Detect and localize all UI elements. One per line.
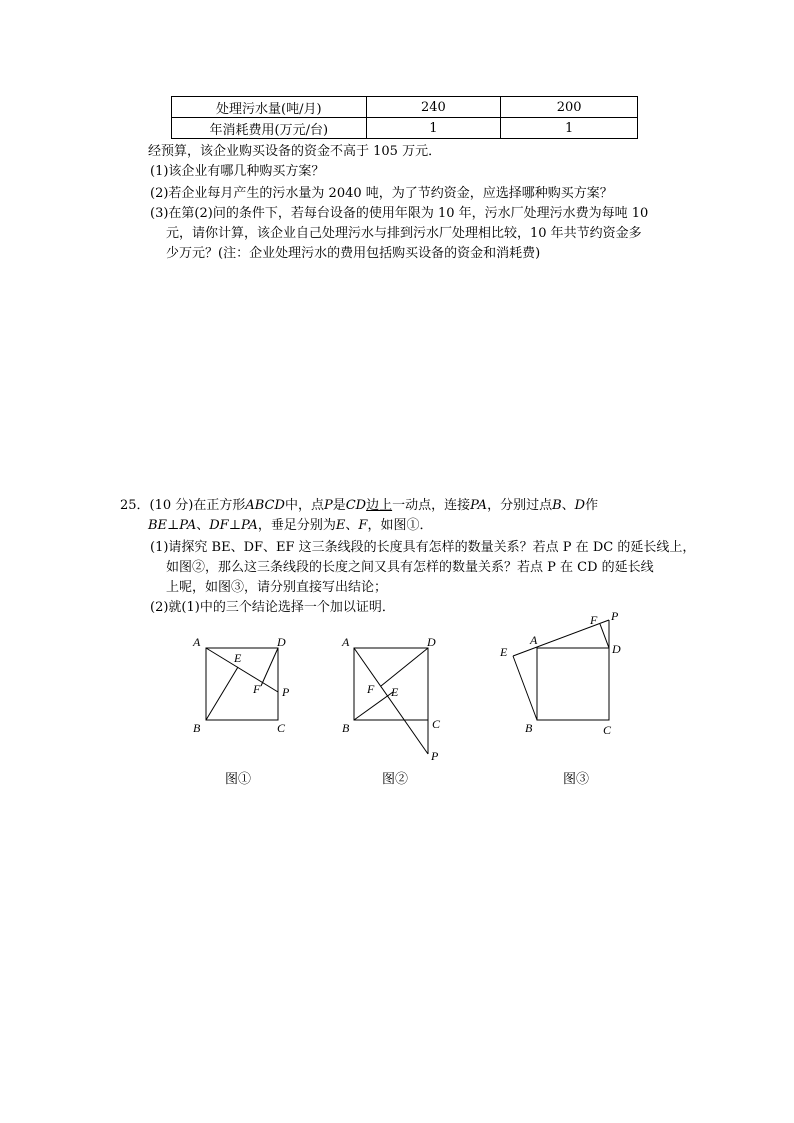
table-row xyxy=(172,97,638,118)
segment-be xyxy=(354,692,393,720)
figure-2-caption: 图② xyxy=(382,772,409,787)
table-cell: 200 xyxy=(501,97,638,118)
text-span: 、 xyxy=(196,518,210,533)
perp-symbol: ⊥ xyxy=(167,518,180,533)
q25-line2 xyxy=(148,517,432,535)
q25-sub1-line2: 如图②，那么这三条线段的长度之间又具有怎样的数量关系？若点 P 在 CD 的延长线 xyxy=(166,560,654,575)
segment-df xyxy=(261,648,278,686)
point-p: P xyxy=(323,498,333,513)
label-b: B xyxy=(342,721,350,735)
text-span: 、 xyxy=(561,498,575,513)
point-b: B xyxy=(552,498,562,513)
segment-pa: PA xyxy=(470,498,488,513)
figure-1-caption: 图① xyxy=(225,772,252,787)
square-label: ABCD xyxy=(245,498,285,513)
q24-part2: (2)若企业每月产生的污水量为 2040 吨，为了节约资金，应选择哪种购买方案？ xyxy=(150,186,613,201)
q25-sub2: (2)就(1)中的三个结论选择一个加以证明． xyxy=(150,600,395,615)
q25-line1 xyxy=(120,497,598,515)
q24-part3-line2: 元，请你计算，该企业自己处理污水与排到污水厂处理相比较，10 年共节约资金多 xyxy=(166,226,642,241)
label-a: A xyxy=(530,633,538,647)
segment-df: DF xyxy=(209,518,229,533)
label-d: D xyxy=(277,635,286,649)
label-e: E xyxy=(391,685,399,699)
square-abcd xyxy=(537,648,609,720)
segment-be: BE xyxy=(148,518,168,533)
label-c: C xyxy=(603,723,612,737)
q25-sub1-line1: (1)请探究 BE、DF、EF 这三条线段的长度具有怎样的数量关系？若点 P 在 DC 的延长线上， xyxy=(150,540,696,555)
q25-sub1-line3: 上呢，如图③，请分别直接写出结论； xyxy=(166,580,388,595)
segment-be xyxy=(513,656,537,720)
label-f: F xyxy=(590,613,598,627)
segment-ap xyxy=(206,648,278,692)
table-cell: 1 xyxy=(366,118,501,139)
text-span: 一动点，连接 xyxy=(392,498,471,513)
figure-3 xyxy=(497,604,637,737)
figure-2 xyxy=(335,632,455,772)
table-cell: 年消耗费用(万元/台) xyxy=(172,118,367,139)
segment-pa: PA xyxy=(240,518,258,533)
table-cell: 240 xyxy=(366,97,501,118)
label-b: B xyxy=(193,721,201,735)
text-span: 作 xyxy=(585,498,599,513)
segment-cd: CD xyxy=(345,498,367,513)
label-d: D xyxy=(427,635,436,649)
point-d: D xyxy=(574,498,586,513)
segment-df xyxy=(381,648,428,686)
label-c: C xyxy=(277,721,286,735)
label-a: A xyxy=(193,635,201,649)
label-p: P xyxy=(611,609,619,623)
label-b: B xyxy=(525,721,533,735)
label-e: E xyxy=(500,645,508,659)
figure-1 xyxy=(185,632,305,752)
square-abcd xyxy=(206,648,278,720)
label-e: E xyxy=(234,651,242,665)
text-span: 是 xyxy=(332,498,346,513)
point-e: E xyxy=(335,518,346,533)
budget-text: 经预算，该企业购买设备的资金不高于 105 万元． xyxy=(148,144,442,159)
segment-pa: PA xyxy=(179,518,197,533)
text-span: ，分别过点 xyxy=(487,498,553,513)
point-f: F xyxy=(358,518,368,533)
q24-part3-line1: (3)在第(2)问的条件下，若每台设备的使用年限为 10 年，污水厂处理污水费为每吨 10 xyxy=(150,206,649,221)
table-cell: 处理污水量(吨/月) xyxy=(172,97,367,118)
square-abcd xyxy=(354,648,428,720)
equipment-table xyxy=(171,96,638,139)
text-span: ，垂足分别为 xyxy=(257,518,336,533)
q24-part1: (1)该企业有哪几种购买方案？ xyxy=(150,164,325,179)
label-c: C xyxy=(432,717,441,731)
table-cell: 1 xyxy=(501,118,638,139)
q25-number: 25．(10 分)在正方形 xyxy=(120,498,246,513)
q24-part3-line3: 少万元？(注：企业处理污水的费用包括购买设备的资金和消耗费) xyxy=(166,246,541,261)
label-a: A xyxy=(342,635,350,649)
label-f: F xyxy=(367,682,375,696)
label-p: P xyxy=(282,685,290,699)
label-p: P xyxy=(431,749,439,763)
perp-symbol: ⊥ xyxy=(228,518,241,533)
label-f: F xyxy=(253,682,261,696)
underlined-text: 边上 xyxy=(366,498,393,513)
figure-3-caption: 图③ xyxy=(563,772,590,787)
segment-be xyxy=(206,667,238,720)
text-span: ，如图①． xyxy=(367,518,433,533)
segment-ap xyxy=(354,648,428,754)
label-d: D xyxy=(612,642,621,656)
text-span: 、 xyxy=(345,518,359,533)
segment-df xyxy=(600,624,609,648)
table-row xyxy=(172,118,638,139)
text-span: 中，点 xyxy=(284,498,324,513)
